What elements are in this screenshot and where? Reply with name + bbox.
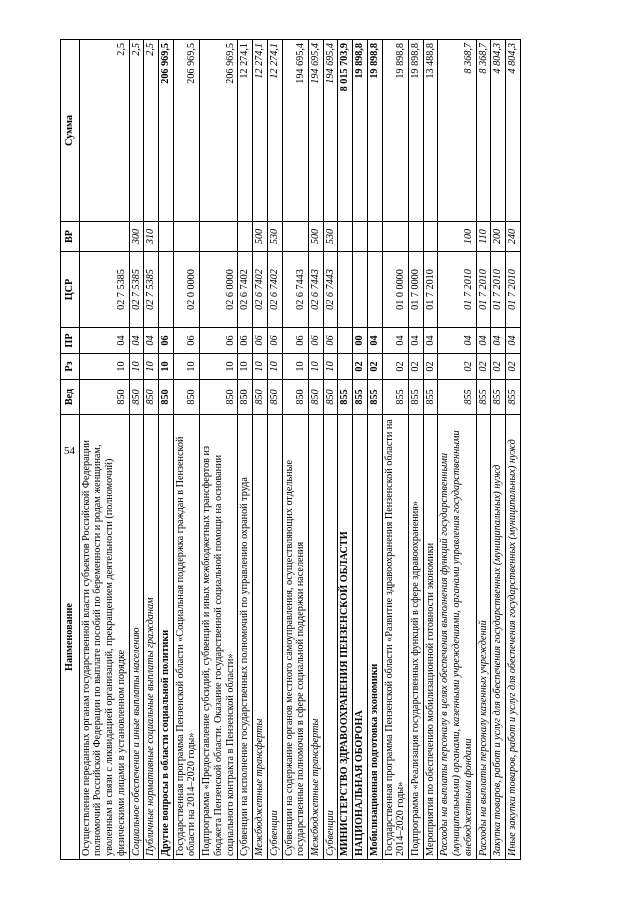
cell-ved: 855 [491,380,506,415]
cell-pr: 04 [438,328,476,354]
table-header-row [61,40,80,860]
cell-sum: 8 015 703,9 [338,40,353,222]
cell-ved: 850 [200,380,238,415]
cell-pr: 00 [353,328,368,354]
cell-vr [79,222,129,252]
cell-ved: 855 [408,380,423,415]
cell-rz: 10 [323,354,338,380]
cell-name: Субвенции на содержание органов местного самоуправления, осуществляющих отдельные государственные полномочия в сфере социальной поддержки населения [282,415,308,860]
cell-sum: 8 368,7 [438,40,476,222]
table-row [506,40,521,860]
cell-pr: 06 [200,328,238,354]
cell-rz: 02 [476,354,491,380]
cell-csr [338,252,353,328]
cell-csr: 02 7 5385 [129,252,144,328]
cell-pr: 06 [253,328,268,354]
cell-rz: 10 [200,354,238,380]
cell-ved: 850 [308,380,323,415]
cell-vr [159,222,174,252]
cell-sum: 194 695,4 [308,40,323,222]
cell-vr [338,222,353,252]
cell-rz: 10 [144,354,159,380]
cell-ved: 850 [173,380,199,415]
table-row [438,40,476,860]
cell-name: Субвенции [323,415,338,860]
table-row [79,40,129,860]
header-pr: ПР [61,328,80,354]
cell-csr: 01 0 0000 [382,252,408,328]
cell-pr: 06 [173,328,199,354]
cell-vr: 530 [323,222,338,252]
cell-sum: 194 695,4 [282,40,308,222]
cell-rz: 10 [267,354,282,380]
cell-csr: 02 6 7402 [253,252,268,328]
cell-pr: 04 [382,328,408,354]
cell-name: Субвенции на исполнение государственных полномочий по управлению охраной труда [238,415,253,860]
table-row [323,40,338,860]
cell-ved: 855 [353,380,368,415]
cell-sum: 194 695,4 [323,40,338,222]
table-body [79,40,520,860]
cell-vr: 100 [438,222,476,252]
cell-pr: 04 [129,328,144,354]
table-row [353,40,368,860]
cell-sum: 12 274,1 [267,40,282,222]
cell-csr: 02 6 7443 [282,252,308,328]
table-row [491,40,506,860]
cell-rz: 10 [79,354,129,380]
cell-ved: 850 [159,380,174,415]
cell-ved: 850 [282,380,308,415]
cell-vr: 300 [129,222,144,252]
table-row [382,40,408,860]
cell-sum: 4 804,3 [506,40,521,222]
cell-pr: 06 [238,328,253,354]
cell-name: Межбюджетные трансферты [308,415,323,860]
table-row [423,40,438,860]
cell-pr: 04 [476,328,491,354]
table-row [129,40,144,860]
cell-sum: 19 898,8 [353,40,368,222]
cell-ved: 850 [267,380,282,415]
table-row [408,40,423,860]
cell-vr: 110 [476,222,491,252]
cell-name: Другие вопросы в области социальной политики [159,415,174,860]
cell-sum: 2,5 [129,40,144,222]
cell-rz: 02 [438,354,476,380]
cell-rz: 10 [282,354,308,380]
cell-rz: 02 [506,354,521,380]
cell-rz: 02 [491,354,506,380]
table-row [144,40,159,860]
cell-ved: 855 [423,380,438,415]
header-csr: ЦСР [61,252,80,328]
cell-vr [200,222,238,252]
cell-pr: 06 [323,328,338,354]
cell-sum: 4 804,3 [491,40,506,222]
cell-ved: 850 [79,380,129,415]
cell-sum: 2,5 [79,40,129,222]
cell-vr: 500 [253,222,268,252]
cell-name: Закупка товаров, работ и услуг для обеспечения государственных (муниципальных) нужд [491,415,506,860]
cell-pr: 06 [159,328,174,354]
cell-rz: 10 [159,354,174,380]
cell-ved: 855 [506,380,521,415]
cell-csr: 01 7 2010 [438,252,476,328]
cell-sum: 2,5 [144,40,159,222]
cell-pr [338,328,353,354]
header-name: Наименование [61,415,80,860]
header-sum: Сумма [61,40,80,222]
cell-sum: 8 368,7 [476,40,491,222]
cell-rz: 02 [382,354,408,380]
table-row [173,40,199,860]
cell-csr: 02 7 5385 [144,252,159,328]
rotated-page-content [60,40,580,860]
cell-sum: 13 488,8 [423,40,438,222]
table-row [200,40,238,860]
cell-sum: 19 898,8 [367,40,382,222]
page-number: 54 [64,445,75,457]
table-row [159,40,174,860]
cell-sum: 19 898,8 [382,40,408,222]
cell-ved: 855 [476,380,491,415]
cell-name: Субвенции [267,415,282,860]
cell-ved: 855 [382,380,408,415]
cell-name: Публичные нормативные социальные выплаты гражданам [144,415,159,860]
cell-vr: 200 [491,222,506,252]
cell-ved: 855 [438,380,476,415]
table-row [238,40,253,860]
header-rz: Рз [61,354,80,380]
cell-rz: 02 [367,354,382,380]
cell-pr: 04 [408,328,423,354]
cell-rz: 02 [353,354,368,380]
cell-name: Иные закупки товаров, работ и услуг для обеспечения государственных (муниципальных) нужд [506,415,521,860]
cell-csr: 02 6 7443 [308,252,323,328]
cell-name: Осуществление переданных органам государственной власти субъектов Российской Федерации полномочий Российской Федерации по выплате пособий по беременности и родам женщинам, уволенным в связи с ликвидацией организаций, прекращением деятельности (полномочий) физическими лицами в установленном порядке [79,415,129,860]
cell-ved: 850 [144,380,159,415]
cell-pr: 04 [491,328,506,354]
cell-ved: 850 [253,380,268,415]
cell-ved: 855 [338,380,353,415]
cell-ved: 855 [367,380,382,415]
cell-sum: 19 898,8 [408,40,423,222]
cell-rz: 10 [129,354,144,380]
cell-vr [238,222,253,252]
cell-csr: 02 6 0000 [200,252,238,328]
cell-sum: 12 274,1 [253,40,268,222]
cell-ved: 850 [129,380,144,415]
cell-csr: 02 0 0000 [173,252,199,328]
cell-vr [173,222,199,252]
cell-pr: 06 [308,328,323,354]
cell-vr: 530 [267,222,282,252]
header-ved: Вед [61,380,80,415]
cell-name: Мероприятия по обеспечению мобилизационной готовности экономики [423,415,438,860]
cell-rz: 02 [423,354,438,380]
cell-csr: 01 7 2010 [476,252,491,328]
cell-vr [408,222,423,252]
cell-csr [367,252,382,328]
table-row [253,40,268,860]
cell-pr: 04 [144,328,159,354]
header-vr: ВР [61,222,80,252]
cell-name: Государственная программа Пензенской области «Развитие здравоохранения Пензенской области на 2014–2020 годы» [382,415,408,860]
cell-sum: 206 969,5 [173,40,199,222]
table-row [338,40,353,860]
cell-vr [353,222,368,252]
cell-csr [353,252,368,328]
budget-table [60,39,521,860]
cell-sum: 12 274,1 [238,40,253,222]
cell-vr [382,222,408,252]
cell-rz: 10 [173,354,199,380]
cell-name: Расходы на выплаты персоналу в целях обеспечения выполнения функций государственными (муниципальными) органами, казенными учреждениями, органами управления государственными внебюджетными фондами [438,415,476,860]
cell-csr: 01 7 2010 [491,252,506,328]
cell-rz: 10 [238,354,253,380]
cell-csr: 02 6 7402 [238,252,253,328]
cell-pr: 06 [267,328,282,354]
cell-ved: 850 [238,380,253,415]
cell-csr: 01 7 2010 [506,252,521,328]
cell-pr: 04 [79,328,129,354]
cell-csr: 02 6 7402 [267,252,282,328]
cell-sum: 206 969,5 [159,40,174,222]
cell-pr: 06 [282,328,308,354]
table-row [308,40,323,860]
cell-vr [282,222,308,252]
cell-rz [338,354,353,380]
cell-rz: 10 [308,354,323,380]
cell-name: Государственная программа Пензенской области «Социальная поддержка граждан в Пензенской области на 2014–2020 годы» [173,415,199,860]
table-row [267,40,282,860]
cell-csr: 02 7 5385 [79,252,129,328]
cell-rz: 10 [253,354,268,380]
cell-vr: 310 [144,222,159,252]
cell-name: Подпрограмма «Реализация государственных функций в сфере здравоохранения» [408,415,423,860]
table-row [367,40,382,860]
cell-rz: 02 [408,354,423,380]
cell-csr: 01 7 2010 [423,252,438,328]
cell-ved: 850 [323,380,338,415]
cell-name: МИНИСТЕРСТВО ЗДРАВООХРАНЕНИЯ ПЕНЗЕНСКОЙ ОБЛАСТИ [338,415,353,860]
cell-sum: 206 969,5 [200,40,238,222]
cell-csr [159,252,174,328]
cell-name: Мобилизационная подготовка экономики [367,415,382,860]
cell-vr: 240 [506,222,521,252]
cell-pr: 04 [423,328,438,354]
cell-name: Межбюджетные трансферты [253,415,268,860]
cell-pr: 04 [506,328,521,354]
cell-csr: 02 6 7443 [323,252,338,328]
table-row [476,40,491,860]
table-row [282,40,308,860]
cell-name: Подпрограмма «Предоставление субсидий, субвенций и иных межбюджетных трансфертов из бюджета Пензенской области. Оказание государственной социальной помощи на основании социального контракта в Пензенской области» [200,415,238,860]
cell-name: Социальное обеспечение и иные выплаты населению [129,415,144,860]
cell-vr [423,222,438,252]
cell-name: Расходы на выплаты персоналу казенных учреждений [476,415,491,860]
cell-csr: 01 7 0000 [408,252,423,328]
cell-name: НАЦИОНАЛЬНАЯ ОБОРОНА [353,415,368,860]
cell-pr: 04 [367,328,382,354]
cell-vr [367,222,382,252]
cell-vr: 500 [308,222,323,252]
